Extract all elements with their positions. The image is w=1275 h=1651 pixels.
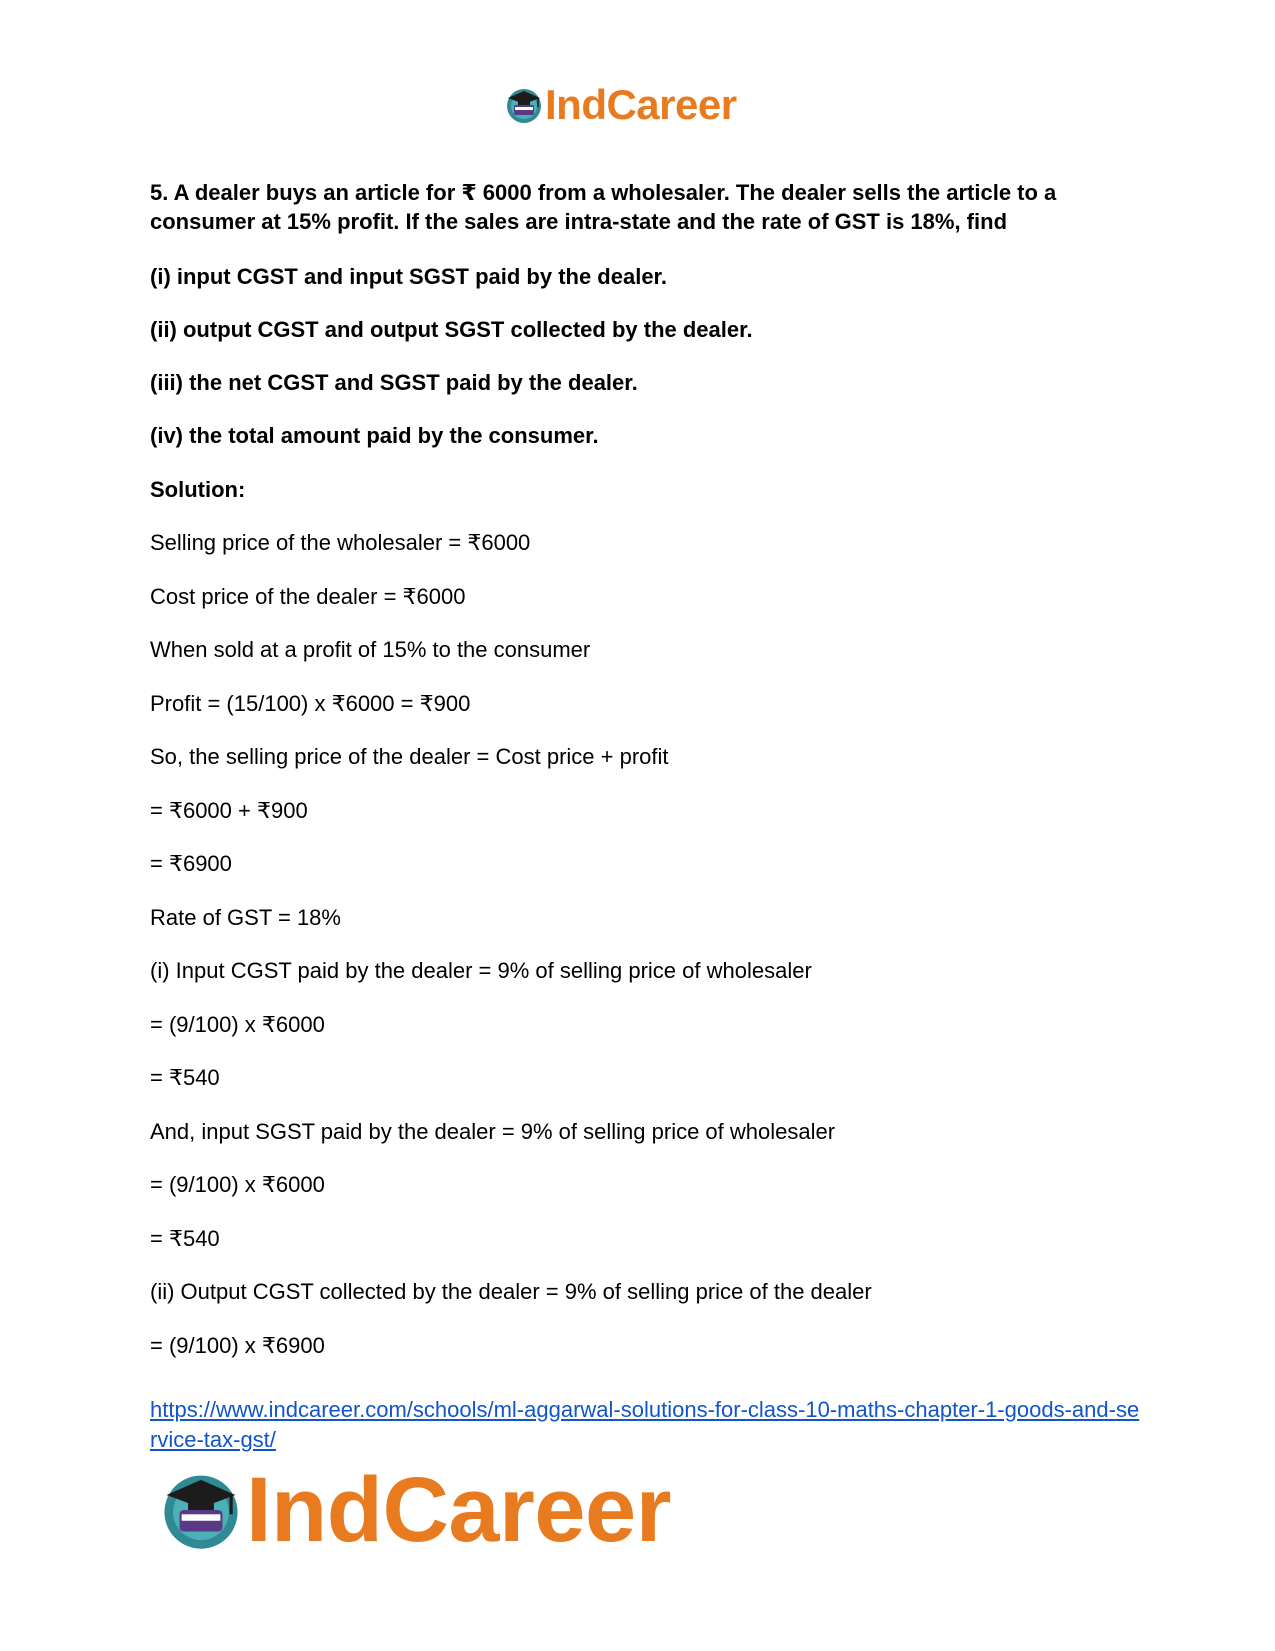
graduation-cap-globe-icon bbox=[504, 85, 544, 125]
solution-line: = ₹6000 + ₹900 bbox=[150, 798, 308, 823]
graduation-cap-globe-icon bbox=[158, 1467, 244, 1553]
solution-line: Profit = (15/100) x ₹6000 = ₹900 bbox=[150, 691, 471, 716]
header-logo bbox=[504, 80, 737, 130]
solution-line: = (9/100) x ₹6000 bbox=[150, 1172, 325, 1197]
solution-line: Cost price of the dealer = ₹6000 bbox=[150, 584, 466, 609]
solution-line: Rate of GST = 18% bbox=[150, 905, 341, 930]
question-part-2: (ii) output CGST and output SGST collected by the dealer. bbox=[150, 317, 753, 342]
solution-line: (ii) Output CGST collected by the dealer = 9% of selling price of the dealer bbox=[150, 1279, 872, 1304]
solution-line: When sold at a profit of 15% to the consumer bbox=[150, 637, 591, 662]
brand-name: IndCareer bbox=[545, 81, 737, 128]
question-part-1: (i) input CGST and input SGST paid by the dealer. bbox=[150, 264, 668, 289]
solution-line: = (9/100) x ₹6900 bbox=[150, 1333, 325, 1358]
solution-line: = (9/100) x ₹6000 bbox=[150, 1012, 325, 1037]
question-part-3: (iii) the net CGST and SGST paid by the dealer. bbox=[150, 370, 638, 395]
solution-line: = ₹540 bbox=[150, 1065, 220, 1090]
solution-heading: Solution: bbox=[150, 477, 246, 502]
solution-line: = ₹540 bbox=[150, 1226, 220, 1251]
footer-logo bbox=[158, 1459, 671, 1561]
solution-line: = ₹6900 bbox=[150, 851, 232, 876]
solution-line: So, the selling price of the dealer = Cost price + profit bbox=[150, 744, 669, 769]
question-stem: 5. A dealer buys an article for ₹ 6000 from a wholesaler. The dealer sells the article to a consumer at 15% profit. If the sales are intra-state and the rate of GST is 18%, find bbox=[150, 180, 1057, 234]
source-link[interactable]: https://www.indcareer.com/schools/ml-aggarwal-solutions-for-class-10-maths-chapter-1-goods-and-service-tax-gst/ bbox=[150, 1397, 1140, 1452]
question-part-4: (iv) the total amount paid by the consumer. bbox=[150, 423, 599, 448]
solution-line: (i) Input CGST paid by the dealer = 9% of selling price of wholesaler bbox=[150, 958, 812, 983]
brand-name: IndCareer bbox=[246, 1459, 671, 1561]
solution-line: Selling price of the wholesaler = ₹6000 bbox=[150, 530, 531, 555]
solution-line: And, input SGST paid by the dealer = 9% of selling price of wholesaler bbox=[150, 1119, 836, 1144]
